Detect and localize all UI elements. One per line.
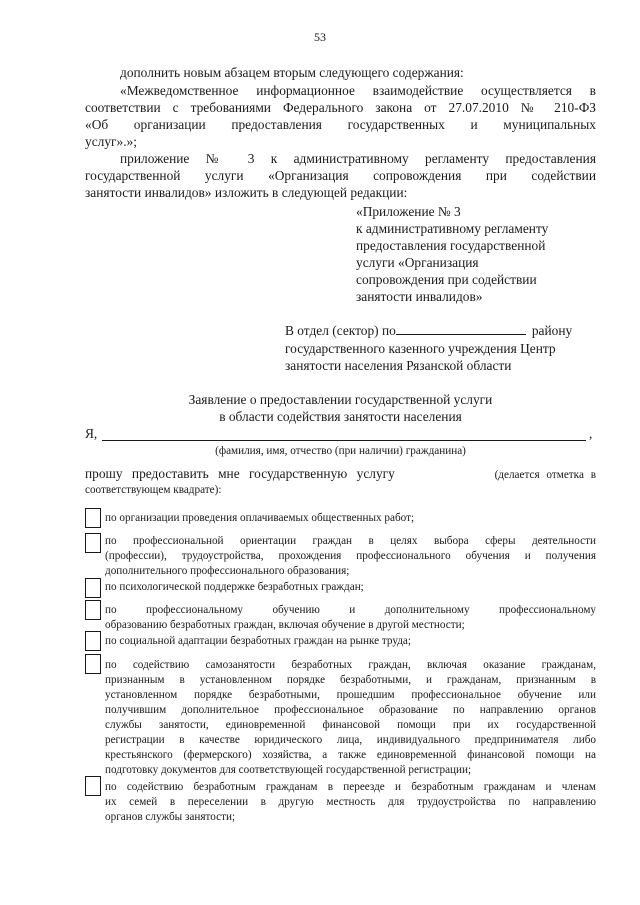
intro-line-4: «Об организации предоставления государственных и муниципальных [85,117,596,132]
address-line-3: занятости населения Рязанской области [285,358,512,373]
option-6-line-7: крестьянского (фермерского) хозяйства, а также единовременной финансовой помощи на [105,749,596,761]
address-line-1 [285,322,572,339]
form-title-line-1: Заявление о предоставлении государственной услуги [188,392,493,407]
option-2-line-2: (профессии), трудоустройства, прохождения профессионального обучения и получения [105,550,596,562]
intro-line-1: дополнить новым абзацем вторым следующего содержания: [120,65,464,80]
appendix-header-line-4: услуги «Организация [356,255,479,270]
applicant-caption: (фамилия, имя, отчество (при наличии) гражданина) [215,445,466,457]
address-line-2: государственного казенного учреждения Центр [285,341,556,356]
option-7-line-2: их семей в переселении в другую местность для трудоустройства по направлению [105,796,596,808]
appendix-header-line-1: «Приложение № 3 [356,204,461,219]
applicant-prefix: Я, [85,426,98,441]
address-suffix: району [531,323,573,338]
appendix-header-line-6: занятости инвалидов» [356,289,483,304]
appendix-intro-line-1: приложение № 3 к административному регламенту предоставления [120,151,596,166]
option-checkbox-7[interactable] [85,776,101,796]
option-6-line-6: регистрации в качестве юридического лица, индивидуального предпринимателя либо [105,734,596,746]
option-6-line-8: подготовку документов для соответствующей государственной регистрации; [105,764,472,776]
option-checkbox-6[interactable] [85,654,101,674]
applicant-name-blank[interactable] [102,440,586,441]
page-number: 53 [314,30,326,44]
option-2-line-3: дополнительного профессионального образования; [105,565,350,577]
option-7-line-1: по содействию безработным гражданам в переезде и безработным гражданам и членам [105,781,596,793]
option-3-line-1: по психологической поддержке безработных граждан; [105,581,364,593]
appendix-intro-line-3: занятости инвалидов» изложить в следующей редакции: [85,185,408,200]
option-7-line-3: органов службы занятости; [105,811,236,823]
form-title-line-2: в области содействия занятости населения [219,409,462,424]
district-blank[interactable] [396,333,526,335]
request-note: (делается отметка в [494,469,596,481]
option-6-line-2: признанным в установленном порядке безработными, и гражданам, признанным в [105,674,596,686]
option-6-line-1: по содействию самозанятости безработных граждан, включая оказание гражданам, [105,659,596,671]
intro-line-3: соответствии с требованиями Федерального закона от 27.07.2010 № 210-ФЗ [85,100,596,115]
option-6-line-5: службы занятости, единовременной финансовой помощи при их государственной [105,719,596,731]
address-prefix: В отдел (сектор) по [285,323,396,338]
applicant-suffix: , [589,426,593,441]
appendix-intro-line-2: государственной услуги «Организация сопровождения при содействии [85,168,596,183]
request-line-2: соответствующем квадрате): [85,484,222,496]
option-5-line-1: по социальной адаптации безработных граждан на рынке труда; [105,635,411,647]
option-4-line-2: образованию безработных граждан, включая обучение в другой местности; [105,619,465,631]
intro-line-2: «Межведомственное информационное взаимодействие осуществляется в [120,83,596,98]
option-checkbox-2[interactable] [85,533,101,553]
appendix-header-line-3: предоставления государственной [356,238,546,253]
option-4-line-1: по профессиональному обучению и дополнительному профессиональному [105,604,596,616]
option-6-line-3: установленном порядке безработными, прошедшим профессиональное обучение или [105,689,596,701]
option-checkbox-1[interactable] [85,508,101,528]
appendix-header-line-2: к административному регламенту [356,221,549,236]
option-checkbox-5[interactable] [85,631,101,651]
request-line-1 [85,465,596,484]
option-checkbox-4[interactable] [85,600,101,620]
appendix-header-line-5: сопровождения при содействии [356,272,537,287]
option-6-line-4: получившим дополнительное профессиональное образование по направлению органов [105,704,596,716]
intro-line-5: услуг».»; [85,134,137,149]
option-2-line-1: по профессиональной ориентации граждан в целях выбора сферы деятельности [105,535,596,547]
option-checkbox-3[interactable] [85,578,101,598]
request-text: прошу предоставить мне государственную услугу [85,466,395,481]
option-1-line-1: по организации проведения оплачиваемых общественных работ; [105,512,415,524]
